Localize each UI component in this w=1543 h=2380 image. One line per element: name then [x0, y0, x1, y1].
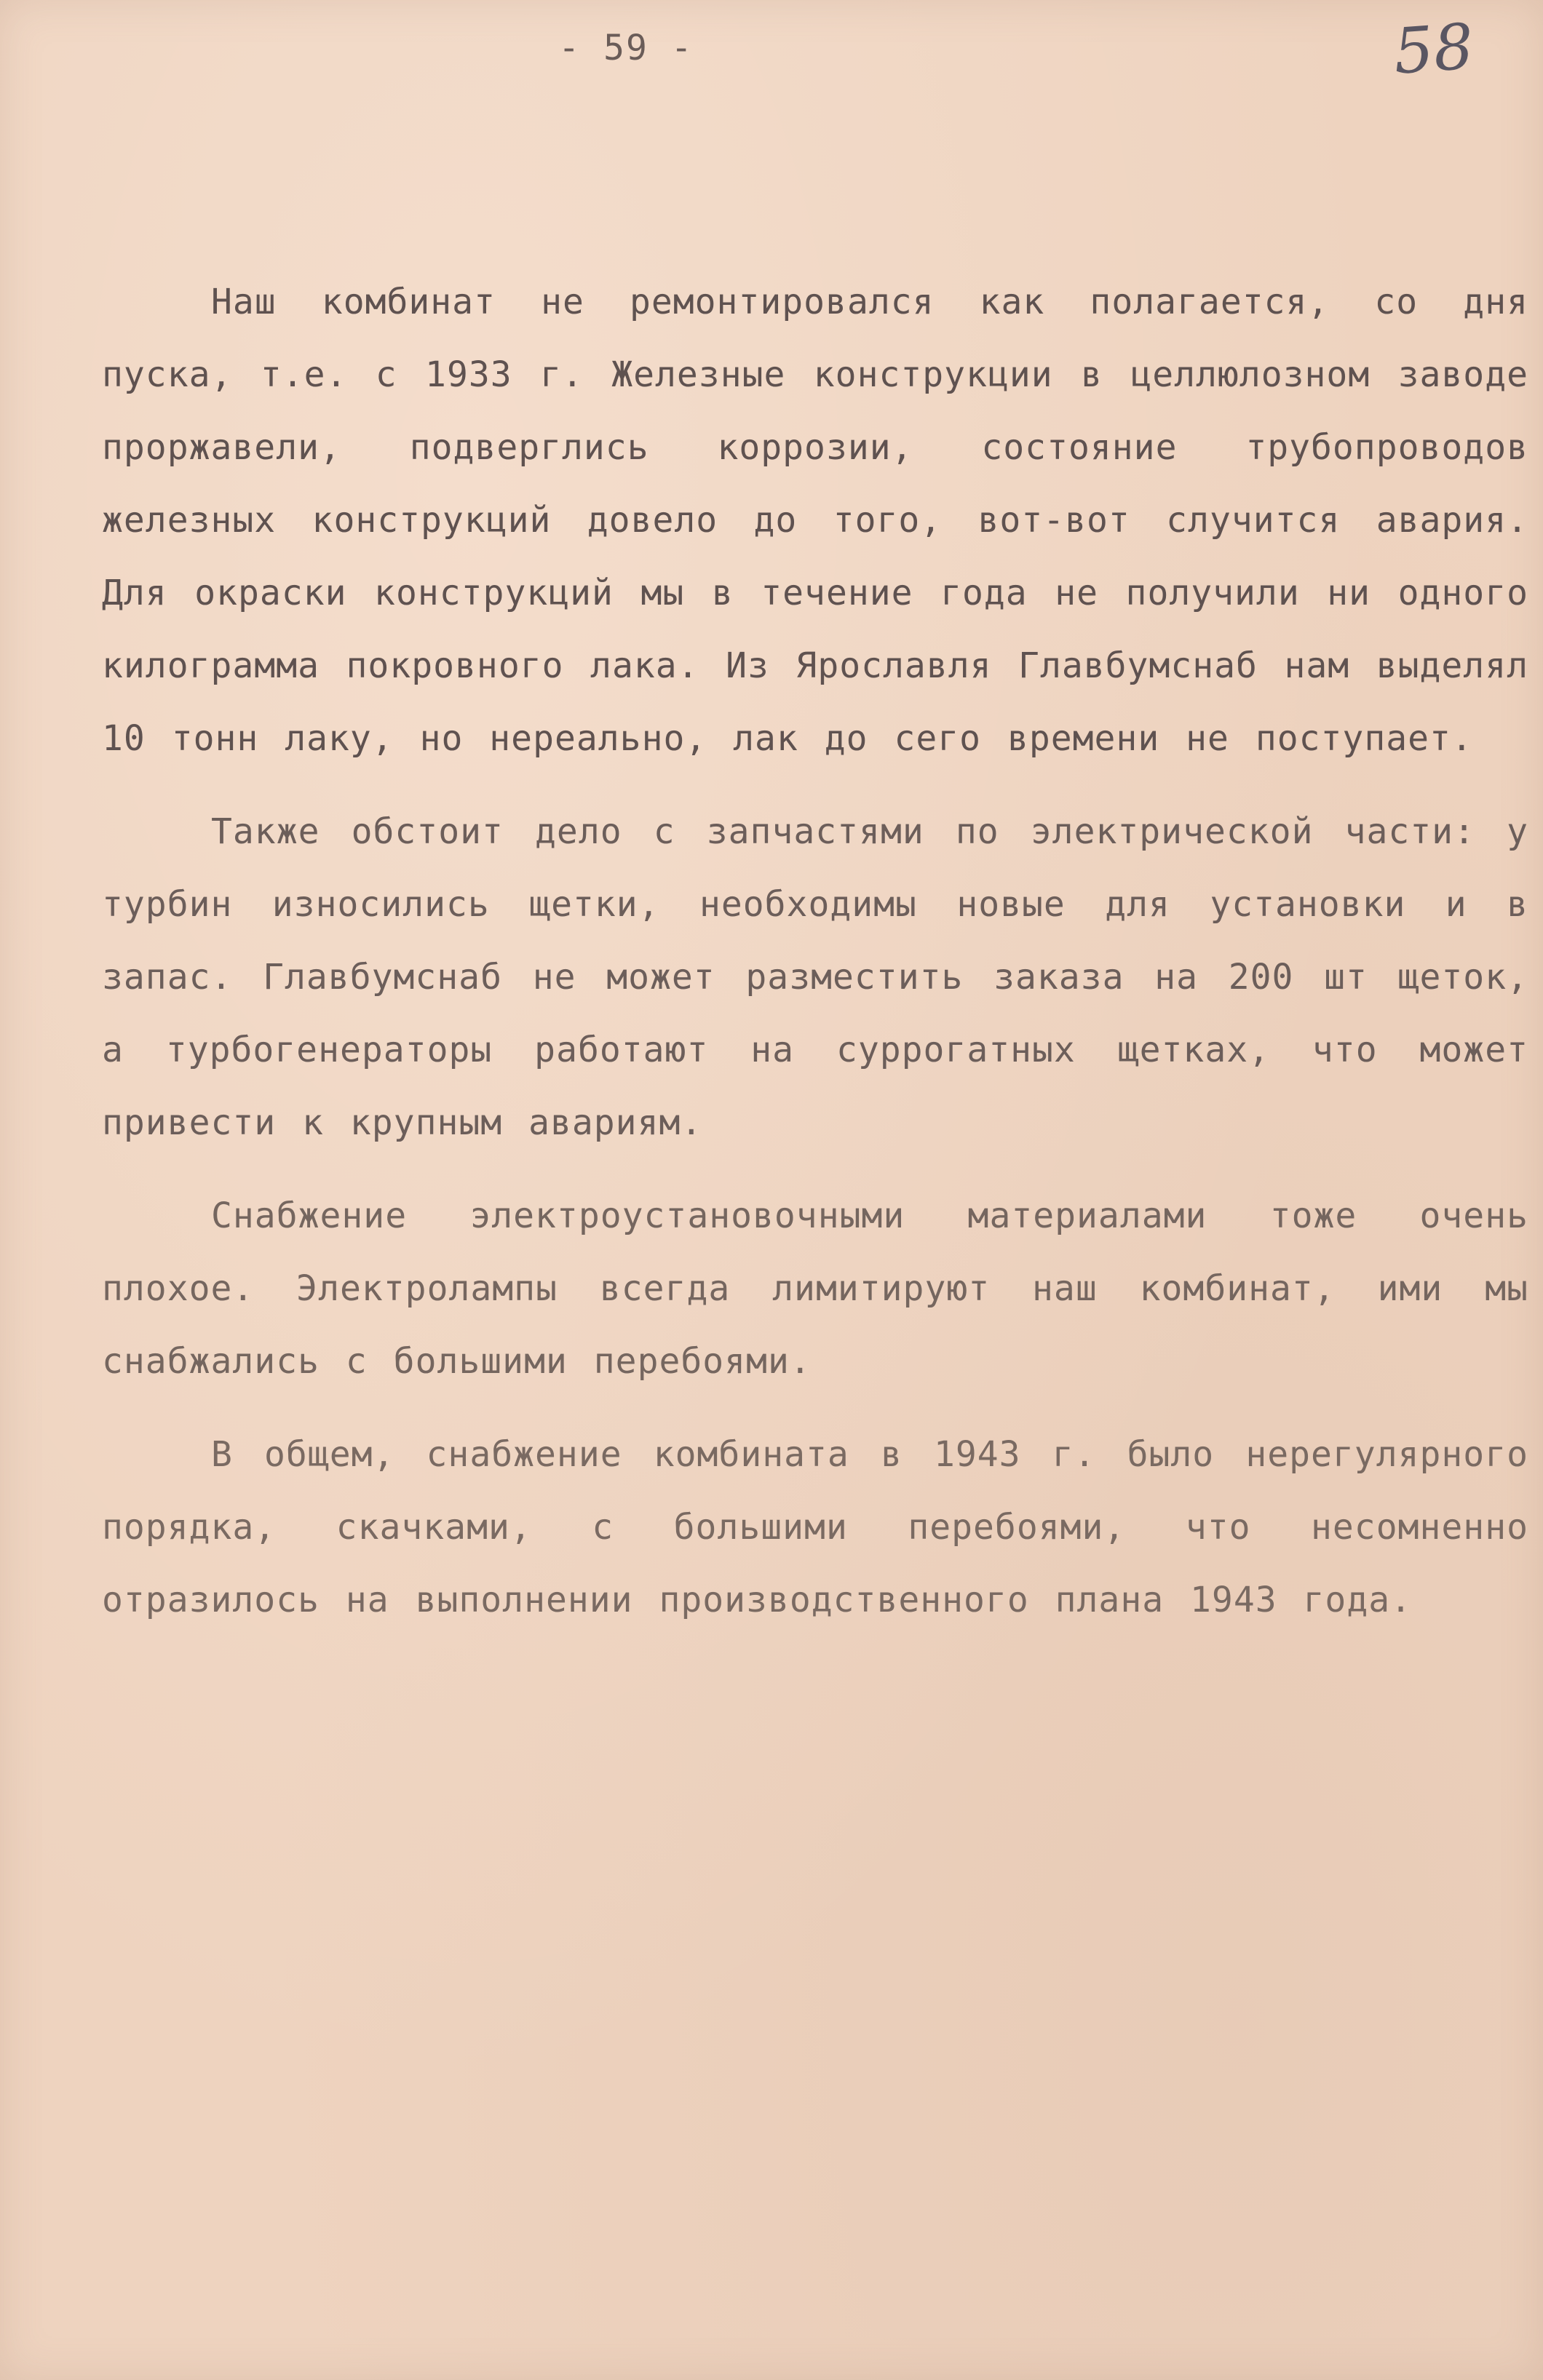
paragraph-repair: Наш комбинат не ремонтировался как полагается, со дня пуска, т.е. с 1933 г. Железные конструкции в целлюлозном заводе проржавели, подверглись коррозии, состояние трубопроводов железных конструкций довело до того, вот-вот случится авария. Для окраски конструкций мы в течение года не получили ни одного килограмма покровного лака. Из Ярославля Главбумснаб нам выделял 10 тонн лаку, но нереально, лак до сего времени не поступает.	[102, 282, 1528, 759]
page-number: - 59 -	[558, 28, 694, 68]
paragraph-spare-parts: Также обстоит дело с запчастями по электрической части: у турбин износились щетки, необходимы новые для установки и в запас. Главбумснаб не может разместить заказа на 200 шт щеток, а турбогенераторы работают на суррогатных щетках, что может привести к крупным авариям.	[102, 811, 1528, 1143]
document-body	[102, 266, 1528, 1657]
archive-page-number: 58	[1391, 10, 1476, 89]
paragraph-electrical-supply: Снабжение электроустановочными материалами тоже очень плохое. Электролампы всегда лимитируют наш комбинат, ими мы снабжались с большими перебоями.	[102, 1195, 1528, 1382]
paragraph-summary: В общем, снабжение комбината в 1943 г. было нерегулярного порядка, скачками, с большими перебоями, что несомненно отразилось на выполнении производственного плана 1943 года.	[102, 1434, 1528, 1620]
